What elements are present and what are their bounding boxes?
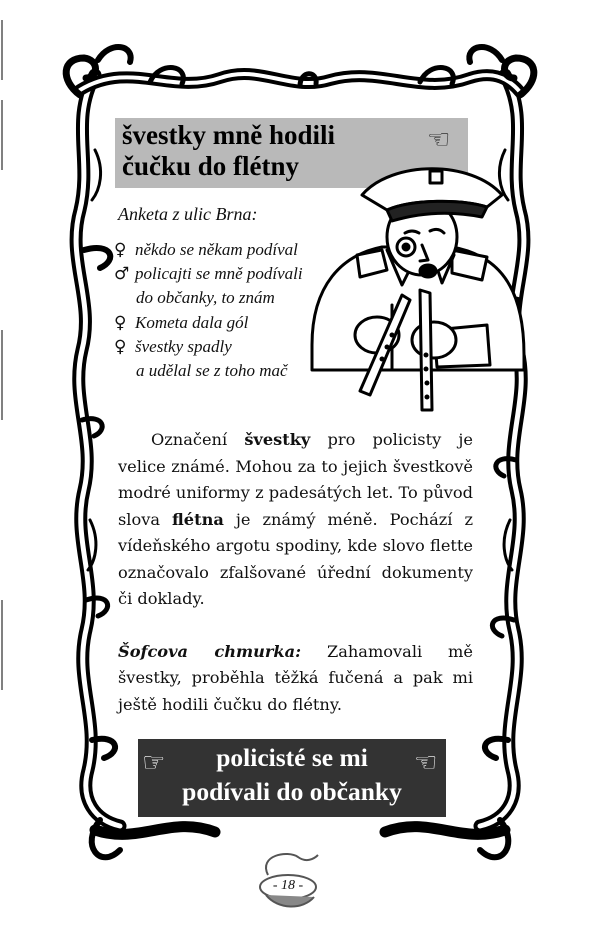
paragraph-2	[118, 639, 473, 719]
survey-item-continuation	[114, 286, 303, 310]
footer-line-2: podívali do občanky	[182, 777, 402, 806]
title-line-2: čučku do flétny	[122, 151, 300, 181]
survey-list	[114, 238, 303, 383]
survey-item	[114, 311, 303, 335]
survey-item-text: někdo se někam podíval	[135, 240, 298, 259]
pointing-hand-icon: ☜	[427, 125, 451, 155]
female-symbol-icon: ♀	[114, 336, 127, 357]
survey-item-text: a udělal se z toho mač	[136, 361, 288, 381]
female-symbol-icon: ♀	[114, 240, 127, 260]
title-line-1: švestky mně hodili	[122, 120, 336, 150]
paragraph-2-lead: Šofcova chmurka:	[118, 641, 302, 661]
survey-item-text: policajti se mně podívali	[135, 264, 303, 284]
survey-item	[114, 238, 303, 262]
keyword-fletna: flétna	[172, 509, 224, 529]
paragraph-1-text: je známý méně. Pochází z vídeňského argotu spodiny, kde slovo flette označovalo zfalšované úřední dokumenty či doklady.	[118, 509, 473, 608]
survey-heading: Anketa z ulic Brna:	[118, 204, 258, 224]
paragraph-1-text: Označení	[151, 430, 245, 449]
paragraph-2-text: Zahamovali mě švestky, proběhla těžká fučená a pak mi ještě hodili čučku do flétny.	[118, 641, 473, 714]
survey-item-continuation	[114, 359, 303, 383]
survey-item-text: švestky spadly	[135, 336, 232, 356]
article-body	[118, 427, 473, 718]
survey-item-text: Kometa dala gól	[135, 312, 249, 332]
page-number: - 18 -	[272, 878, 304, 893]
pointing-hand-icon: ☜	[414, 748, 438, 778]
female-symbol-icon: ♀	[114, 312, 127, 333]
footer-heading	[148, 741, 436, 809]
paragraph-1-text: pro policisty je velice známé. Mohou za to jejich švestkově modré uniformy z padesátých let. To původ slova	[118, 430, 473, 529]
paragraph-1	[118, 427, 473, 613]
pointing-hand-icon: ☞	[142, 748, 166, 778]
survey-item	[114, 262, 303, 286]
survey-item	[114, 335, 303, 359]
policeman-with-flutes-illustration	[302, 155, 527, 430]
survey-item-text: do občanky, to znám	[136, 288, 275, 308]
male-symbol-icon: ♂	[114, 264, 130, 285]
footer-line-1: policisté se mi	[216, 743, 368, 772]
keyword-svestky: švestky	[244, 430, 311, 449]
